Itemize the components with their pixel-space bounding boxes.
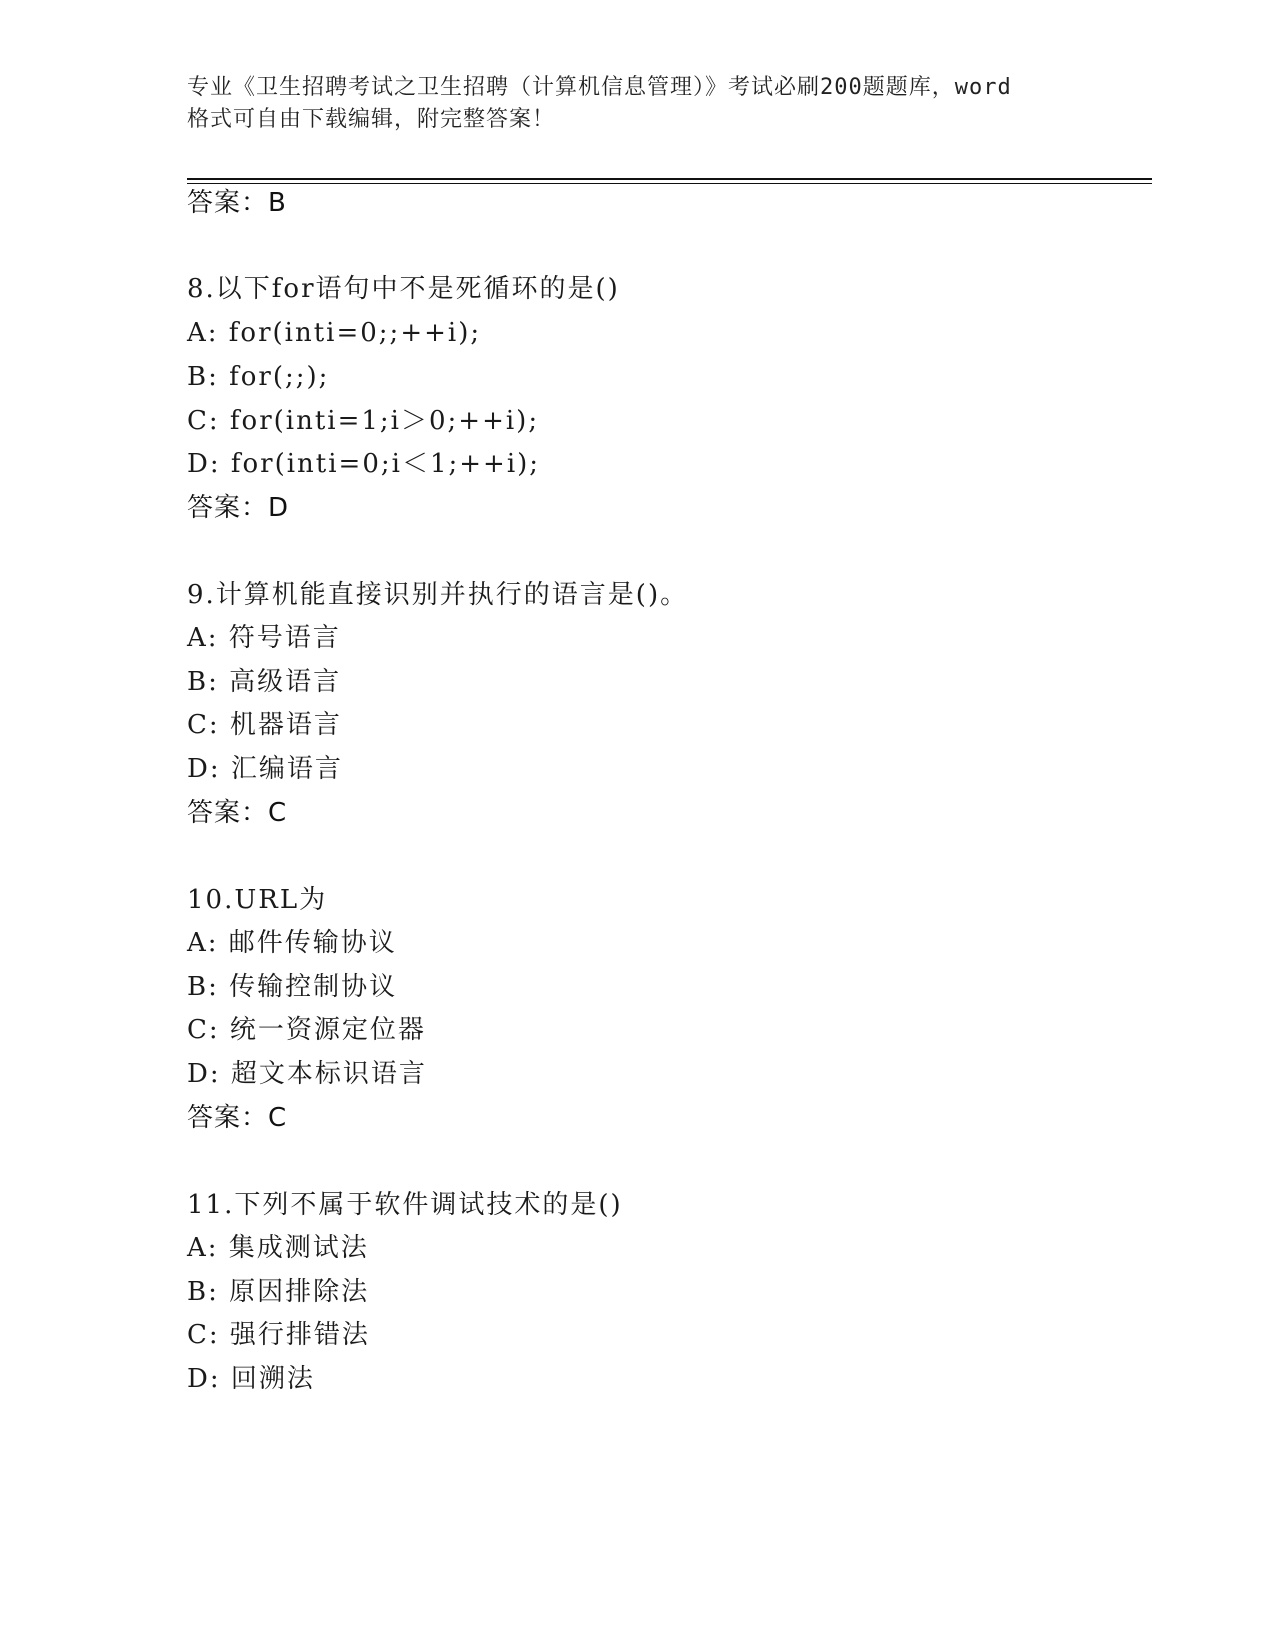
question-10-option-c: C: 统一资源定位器 xyxy=(187,1015,426,1045)
question-9-answer: 答案：C xyxy=(187,798,288,828)
question-8-answer: 答案：D xyxy=(187,493,290,523)
question-10-option-b: B: 传输控制协议 xyxy=(187,972,398,1002)
header-divider-thin xyxy=(187,183,1152,184)
question-10-stem: 10.URL为 xyxy=(187,885,328,915)
question-9-stem: 9.计算机能直接识别并执行的语言是()。 xyxy=(187,580,689,610)
question-9-option-b: B: 高级语言 xyxy=(187,667,342,697)
question-8-option-a: A: for(inti=0;;++i); xyxy=(187,318,482,348)
question-8-option-d: D: for(inti=0;i＜1;++i); xyxy=(187,449,541,479)
document-header xyxy=(187,72,1107,136)
question-8-option-b: B: for(;;); xyxy=(187,362,330,392)
header-line-2: 格式可自由下载编辑，附完整答案！ xyxy=(187,107,556,132)
question-11-option-d: D: 回溯法 xyxy=(187,1364,315,1394)
question-11-option-a: A: 集成测试法 xyxy=(187,1233,369,1263)
question-11-option-b: B: 原因排除法 xyxy=(187,1277,370,1307)
header-divider-thick xyxy=(187,178,1152,180)
previous-answer: 答案：B xyxy=(187,188,287,218)
header-line-1: 专业《卫生招聘考试之卫生招聘（计算机信息管理）》考试必刷200题题库，word xyxy=(187,75,1012,100)
question-9-option-a: A: 符号语言 xyxy=(187,623,341,653)
question-8-stem: 8.以下for语句中不是死循环的是() xyxy=(187,274,620,304)
question-10-option-a: A: 邮件传输协议 xyxy=(187,928,397,958)
question-9-option-d: D: 汇编语言 xyxy=(187,754,343,784)
question-10-option-d: D: 超文本标识语言 xyxy=(187,1059,427,1089)
question-10-answer: 答案：C xyxy=(187,1103,288,1133)
question-8-option-c: C: for(inti=1;i＞0;++i); xyxy=(187,406,540,436)
question-11-option-c: C: 强行排错法 xyxy=(187,1320,370,1350)
question-11-stem: 11.下列不属于软件调试技术的是() xyxy=(187,1190,623,1220)
question-9-option-c: C: 机器语言 xyxy=(187,710,342,740)
